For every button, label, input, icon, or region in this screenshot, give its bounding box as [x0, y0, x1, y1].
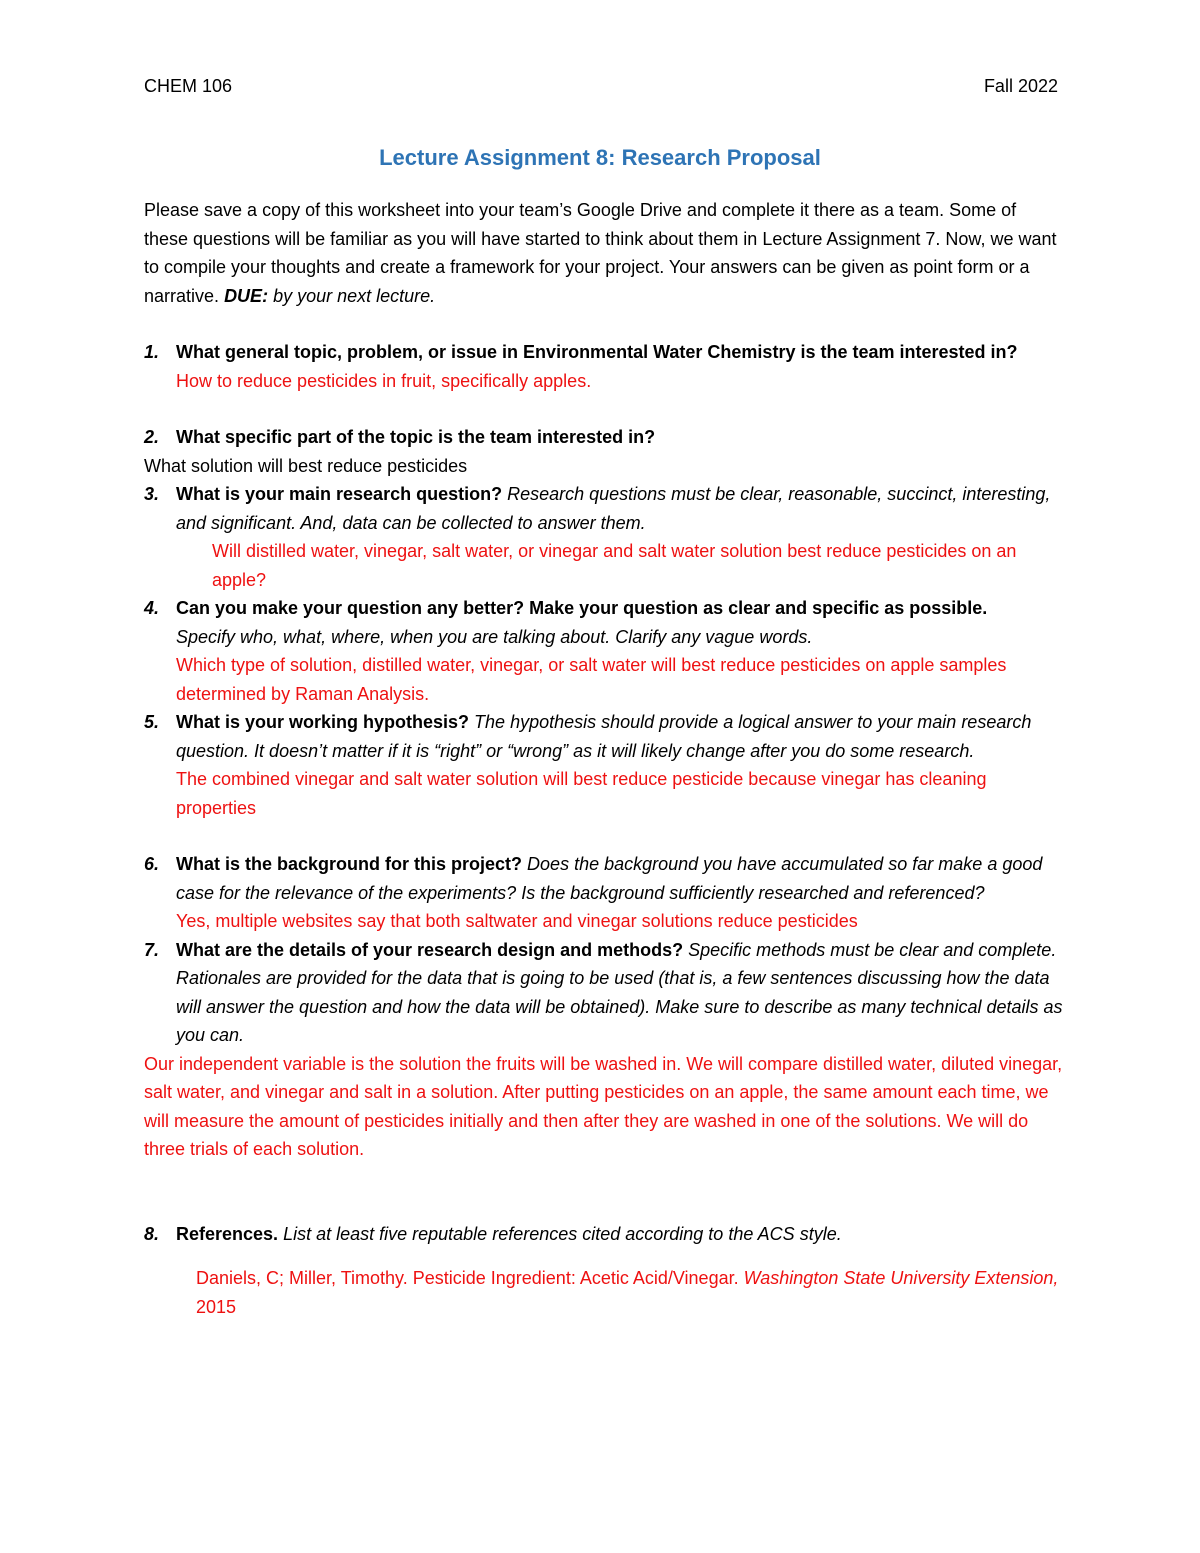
- intro-paragraph: [144, 196, 1064, 310]
- question-3: [144, 480, 1064, 594]
- question-2: [144, 423, 1064, 452]
- question-text: What general topic, problem, or issue in Environmental Water Chemistry is the team interested in?: [176, 342, 1018, 362]
- reference-authors-title: Daniels, C; Miller, Timothy. Pesticide Ingredient: Acetic Acid/Vinegar.: [196, 1268, 739, 1288]
- intro-text: Please save a copy of this worksheet into your team’s Google Drive and complete it there as a team. Some of these questions will be familiar as you will have started to think about them in Lecture Assignment 7. Now, we want to compile your thoughts and create a framework for your project. Your answers can be given as point form or a narrative.: [144, 200, 1057, 306]
- question-text: What is the background for this project?: [176, 854, 523, 874]
- due-label: DUE:: [224, 285, 269, 306]
- question-text: References.: [176, 1223, 279, 1244]
- question-hint: Does the background you have accumulated so far make a good case for the relevance of the experiments? Is the background sufficiently researched and referenced?: [176, 854, 1043, 903]
- question-7: [144, 936, 1064, 1050]
- reference-year: 2015: [196, 1296, 237, 1317]
- question-number: 4.: [144, 598, 160, 618]
- answer-text: Will distilled water, vinegar, salt water, or vinegar and salt water solution best reduce pesticides on an apple?: [212, 541, 1017, 590]
- answer-text: What solution will best reduce pesticides: [144, 455, 468, 476]
- question-text: Can you make your question any better? Make your question as clear and specific as possible.: [176, 598, 988, 618]
- reference-entry: [144, 1264, 1064, 1321]
- question-number: 5.: [144, 712, 160, 732]
- document-body: [144, 196, 1064, 1321]
- question-4: [144, 594, 1064, 708]
- question-8: [144, 1220, 1064, 1249]
- question-5: [144, 708, 1064, 822]
- question-text: What is your main research question?: [176, 484, 503, 504]
- question-hint: The hypothesis should provide a logical answer to your main research question. It doesn’t matter if it is “right” or “wrong” as it will likely change after you do some research.: [176, 712, 1032, 761]
- question-number: 7.: [144, 939, 160, 960]
- question-text: What specific part of the topic is the team interested in?: [176, 427, 656, 447]
- answer-text: Yes, multiple websites say that both saltwater and vinegar solutions reduce pesticides: [176, 911, 858, 931]
- due-text: by your next lecture.: [273, 285, 436, 306]
- question-number: 6.: [144, 854, 160, 874]
- answer-text: The combined vinegar and salt water solution will best reduce pesticide because vinegar has cleaning properties: [176, 769, 987, 818]
- question-number: 8.: [144, 1223, 160, 1244]
- question-hint: Specify who, what, where, when you are talking about. Clarify any vague words.: [176, 626, 813, 647]
- question-number: 2.: [144, 427, 160, 447]
- question-hint: Research questions must be clear, reasonable, succinct, interesting, and significant. And, data can be collected to answer them.: [176, 484, 1051, 533]
- answer-text: Our independent variable is the solution the fruits will be washed in. We will compare distilled water, diluted vinegar, salt water, and vinegar and salt in a solution. After putting pesticides on an apple, the same amount each time, we will measure the amount of pesticides initially and then after they are washed in one of the solutions. We will do three trials of each solution.: [144, 1053, 1063, 1159]
- course-code: CHEM 106: [144, 76, 233, 96]
- question-text: What are the details of your research design and methods?: [176, 939, 684, 960]
- document-title: Lecture Assignment 8: Research Proposal: [379, 145, 821, 170]
- question-hint: List at least five reputable references cited according to the ACS style.: [283, 1223, 842, 1244]
- question-hint: Specific methods must be clear and complete. Rationales are provided for the data that is going to be used (that is, a few sentences discussing how the data will answer the question and how the data will be obtained). Make sure to describe as many technical details as you can.: [176, 939, 1063, 1045]
- answer-text: How to reduce pesticides in fruit, specifically apples.: [176, 370, 592, 391]
- term: Fall 2022: [983, 76, 1058, 96]
- question-6: [144, 850, 1064, 936]
- question-1: [144, 338, 1064, 395]
- question-text: What is your working hypothesis?: [176, 712, 470, 732]
- reference-source: Washington State University Extension,: [743, 1268, 1059, 1288]
- question-number: 1.: [144, 342, 160, 362]
- answer-text: Which type of solution, distilled water, vinegar, or salt water will best reduce pesticides on apple samples determined by Raman Analysis.: [176, 655, 1007, 704]
- question-number: 3.: [144, 484, 160, 504]
- page-header: [144, 72, 1058, 102]
